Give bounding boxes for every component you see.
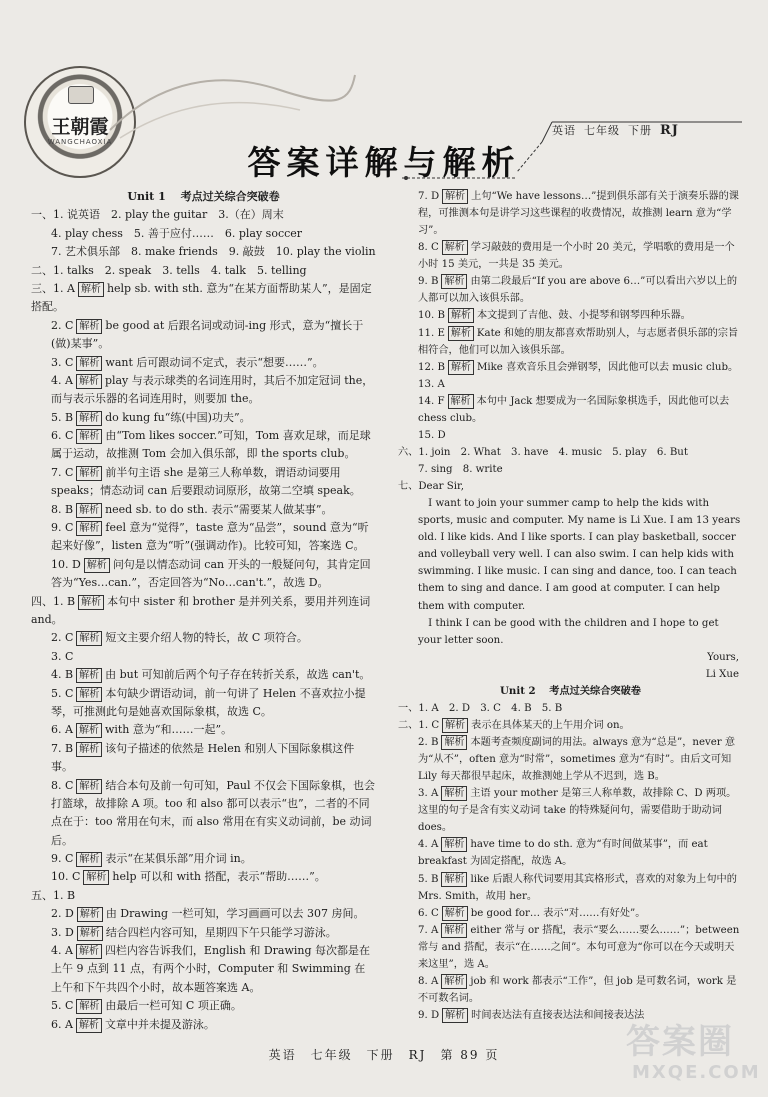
answer-key: 一、1. A 2. D 3. C 4. B 5. B [398,702,563,714]
analysis-text: 由“Tom likes soccer.”可知，Tom 喜欢足球，而足球属于运动，故推测 Tom 会加入俱乐部，即 the sports club。 [51,429,371,461]
analysis-text: 问句是以情态动词 can 开头的一般疑问句，其肯定回答为“Yes…can.”，否定回答为“No…can't.”，故选 D。 [51,557,371,590]
answer-key: 15. D [418,429,446,441]
analysis-tag: 解析 [448,308,474,323]
analysis-text: need sb. to do sth. 表示“需要某人做某事”。 [105,502,333,516]
answer-line [398,444,743,461]
answer-line [398,683,743,700]
watermark [626,1022,766,1094]
answer-line [31,409,376,427]
answer-key: 7. D [418,191,440,202]
analysis-text: 本句中 sister 和 brother 是并列关系，要用并列连词 and。 [31,594,371,626]
answer-line [31,777,376,851]
analysis-tag: 解析 [76,779,102,794]
answer-line [398,871,743,905]
page-title: 答案详解与解析 [247,143,521,182]
analysis-tag: 解析 [76,356,102,371]
answer-key: Li Xue [705,668,739,680]
answer-key: I want to join your summer camp to help the kids with sports, music and computer. My name is Li Xue. I am 13 years old. I like kids. And I like sports. I can play basketball, soccer and volleyball very well. I can also swim. I can help kids with swimming. I like music. I can sing and dance, too. I can teach them to sing and dance. I am good at computer. I can help them with computer. [418,498,741,612]
answer-key: 8. C [51,778,74,792]
answer-line [31,372,376,409]
answer-line [31,464,376,501]
analysis-tag: 解析 [441,837,467,852]
answer-key: 二、1. C [398,719,440,731]
logo-subtext: WANGCHAOXIA [47,138,113,146]
analysis-text: 时间表达法有直接表达法和间接表达法 [471,1010,645,1021]
answer-key: I think I can be good with the children and I hope to get your letter soon. [418,617,719,646]
answer-line [398,393,743,427]
answer-line [31,648,376,666]
answer-key: 二、1. talks 2. speak 3. tells 4. talk 5. telling [31,263,307,277]
analysis-text: help sb. with sth. 意为“在某方面帮助某人”，是固定搭配。 [31,281,372,314]
answer-line [31,942,376,997]
analysis-tag: 解析 [448,394,474,409]
answer-key: 3. C [51,649,74,663]
answer-line [398,734,743,785]
answer-line [31,629,376,647]
analysis-tag: 解析 [76,319,102,334]
analysis-text: either 常与 or 搭配，表示“要么……要么……”；between 常与 and 搭配，表示“在……之间”。本句可意为“你可以在今天或明天来这里”，选 A。 [418,924,740,970]
grade-name: 七年级 [584,124,620,137]
analysis-tag: 解析 [78,595,104,610]
answer-key: 6. C [418,907,439,919]
answer-key: 2. C [51,631,74,645]
analysis-tag: 解析 [77,926,103,941]
analysis-tag: 解析 [76,503,102,518]
analysis-tag: 解析 [441,274,467,289]
answer-key: 2. B [418,737,439,748]
analysis-tag: 解析 [448,326,474,341]
answer-key: 4. A [418,839,439,851]
right-column [398,188,743,1024]
answer-key: 8. B [51,502,74,516]
answer-key: 三、1. A [31,281,75,295]
answer-line [398,905,743,922]
analysis-text: be good for… 表示“对……有好处”。 [470,907,646,919]
answer-line [31,868,376,886]
analysis-text: 上句“We have lessons…”提到俱乐部有关于演奏乐器的课程，可推测本句是讲学习这些课程的收费情况，故推测 learn 意为“学习”。 [418,191,739,237]
answer-key: 6. C [51,429,74,443]
answer-key: Unit 1 考点过关综合突破卷 [127,190,280,203]
subject-name: 英语 [552,124,576,137]
answer-line [31,685,376,722]
answer-key: 七、Dear Sir, [398,481,464,493]
answer-key: 9. D [418,1010,440,1021]
answer-key: 5. C [51,686,74,700]
answer-key: 7. 艺术俱乐部 8. make friends 9. 敲鼓 10. play the violin [51,245,376,259]
answer-key: 10. B [418,310,445,322]
answer-line [31,740,376,777]
edition-name: RJ [660,122,679,138]
analysis-text: 本句缺少谓语动词，前一句讲了 Helen 不喜欢拉小提琴，可推测此句是她喜欢国际象棋，故选 C。 [51,686,366,718]
analysis-text: job 和 work 都表示“工作”，但 job 是可数名词，work 是不可数名词。 [418,975,737,1004]
answer-line [398,478,743,495]
analysis-text: 学习敲鼓的费用是一个小时 20 美元，学唱歌的费用是一个小时 15 美元，一共是 35 美元。 [418,242,735,271]
answer-line [31,280,376,317]
answer-key: 8. C [418,242,439,254]
answer-line [398,922,743,973]
analysis-tag: 解析 [441,735,467,750]
analysis-tag: 解析 [76,687,102,702]
analysis-text: want 后可跟动词不定式，表示“想要……”。 [105,355,324,369]
answer-line [398,239,743,273]
answer-line [31,1016,376,1034]
answer-line [398,376,743,393]
analysis-tag: 解析 [442,906,468,921]
answer-key: 13. A [418,378,445,390]
analysis-text: do kung fu“练(中国)功夫”。 [105,410,251,424]
analysis-text: play 与表示球类的名词连用时，其后不加定冠词 the，而与表示乐器的名词连用时，则要加 the。 [51,373,374,406]
analysis-tag: 解析 [76,852,102,867]
answer-line [31,427,376,464]
analysis-tag: 解析 [76,466,102,481]
analysis-text: 本句中 Jack 想要成为一名国际象棋选手，因此他可以去 chess club。 [418,395,730,424]
answer-line [398,273,743,307]
answer-key: 9. B [418,276,439,288]
analysis-text: 由最后一栏可知 C 项正确。 [105,999,242,1013]
answer-key: Yours, [707,651,739,663]
analysis-text: help 可以和 with 搭配，表示“帮助……”。 [112,870,326,884]
answer-line [31,262,376,280]
analysis-text: 本文提到了吉他、鼓、小提琴和钢琴四种乐器。 [476,310,691,322]
answer-key: 5. C [51,999,74,1013]
answer-line [398,785,743,836]
answer-line [31,317,376,354]
answer-line [398,188,743,239]
analysis-tag: 解析 [442,718,468,733]
analysis-tag: 解析 [441,923,467,938]
analysis-text: 主语 your mother 是第三人称单数，故排除 C、D 两项。这里的句子是含有实义动词 take 的特殊疑问句，需要借助于助动词 does。 [418,788,737,834]
answer-key: 4. A [51,373,73,387]
analysis-text: be good at 后跟名词或动词-ing 形式，意为“擅长于(做)某事”。 [51,318,364,351]
analysis-tag: 解析 [76,1018,102,1033]
left-column [31,188,376,1034]
answer-key: 7. sing 8. write [418,464,503,475]
analysis-text: 由 Drawing 一栏可知，学习画画可以去 307 房间。 [105,907,365,921]
analysis-tag: 解析 [83,870,109,885]
answer-key: 一、1. 说英语 2. play the guitar 3.（在）周末 [31,208,284,222]
answer-line [31,188,376,206]
answer-key: 10. C [51,870,81,884]
answer-key: 6. A [51,723,73,737]
analysis-text: have time to do sth. 意为“有时间做某事”，而 eat breakfast 为固定搭配，故选 A。 [418,839,708,868]
analysis-text: 文章中并未提及游泳。 [104,1017,215,1031]
analysis-tag: 解析 [76,429,102,444]
analysis-text: 结合四栏内容可知，星期四下午只能学习游泳。 [105,925,337,939]
analysis-tag: 解析 [76,999,102,1014]
analysis-text: 由第二段最后“If you are above 6…”可以看出六岁以上的人都可以加入该俱乐部。 [418,276,738,305]
analysis-tag: 解析 [76,944,102,959]
crown-icon [68,86,94,104]
answer-key: 3. A [418,788,439,800]
answer-line [398,615,743,649]
answer-key: 五、1. B [31,888,76,902]
answer-key: 4. play chess 5. 善于应付…… 6. play soccer [51,226,303,240]
answer-key: 3. C [51,355,74,369]
watermark-en: MXQE.COM [632,1062,761,1083]
analysis-text: Mike 喜欢音乐且会弹钢琴，因此他可以去 music club。 [476,361,739,373]
analysis-tag: 解析 [76,742,102,757]
analysis-text: 四栏内容告诉我们，English 和 Drawing 每次都是在上午 9 点到 11 点，有两个小时，Computer 和 Swimming 在上午和下午共四个小时，故本题答案选 A。 [51,944,371,994]
answer-key: 6. A [51,1017,73,1031]
answer-key: 11. E [418,327,445,339]
answer-line [31,243,376,261]
analysis-text: like 后跟人称代词要用其宾格形式，喜欢的对象为上句中的 Mrs. Smith，故用 her。 [418,873,737,902]
answer-line [31,354,376,372]
analysis-tag: 解析 [76,631,102,646]
analysis-tag: 解析 [78,282,104,297]
analysis-tag: 解析 [77,907,103,922]
answer-key: 10. D [51,557,81,571]
analysis-text: Kate 和她的朋友都喜欢帮助别人，与志愿者俱乐部的宗旨相符合，他们可以加入该俱乐部。 [418,327,739,356]
analysis-text: 表示在具体某天的上午用介词 on。 [471,719,630,731]
analysis-text: 该句子描述的依然是 Helen 和别人下国际象棋这件事。 [51,741,355,774]
answer-key: 2. C [51,318,74,332]
answer-key: 5. B [51,410,74,424]
answer-line [31,887,376,905]
answer-line [31,519,376,556]
answer-line [31,721,376,739]
answer-line [398,307,743,324]
analysis-tag: 解析 [76,374,102,389]
watermark-cn: 答案圈 [626,1022,734,1062]
analysis-text: feel 意为“觉得”，taste 意为“品尝”，sound 意为“听起来好像”，listen 意为“听”(强调动作)。比较可知，答案选 C。 [51,521,369,553]
answer-line [398,359,743,376]
page-footer: 英语 七年级 下册 RJ 第 89 页 [268,1048,500,1062]
answer-key: 四、1. B [31,594,76,608]
answer-key: 14. F [418,395,445,407]
analysis-tag: 解析 [442,240,468,255]
analysis-tag: 解析 [76,411,102,426]
answer-key: 8. A [418,975,439,987]
answer-key: 7. B [51,741,74,755]
analysis-tag: 解析 [442,1008,468,1023]
analysis-text: 前半句主语 she 是第三人称单数，谓语动词要用 speaks；情态动词 can 后要跟动词原形，故第二空填 speak。 [51,465,361,498]
analysis-tag: 解析 [441,786,467,801]
analysis-tag: 解析 [441,974,467,989]
analysis-text: with 意为“和……一起”。 [104,723,233,737]
answer-line [398,495,743,614]
answer-line [31,556,376,593]
answer-line [398,836,743,870]
answer-line [31,225,376,243]
analysis-text: 结合本句及前一句可知，Paul 不仅会下国际象棋，也会打篮球，故排除 A 项。too 和 also 都可以表示“也”，二者的不同点在于：too 常用在句末，而 also 常用在有实义动词前，be 动词后。 [51,778,375,847]
answer-line [398,649,743,666]
answer-key: 5. B [418,873,439,885]
answer-key: 12. B [418,361,445,373]
answer-key: 2. D [51,907,74,921]
analysis-tag: 解析 [76,723,102,738]
analysis-text: 短文主要介绍人物的特长，故 C 项符合。 [105,631,308,645]
answer-key: 4. A [51,944,73,958]
analysis-tag: 解析 [448,360,474,375]
analysis-text: 本题考查频度副词的用法。always 意为“总是”，never 意为“从不”，often 意为“时常”，sometimes 意为“有时”。由后文可知 Lily 每天都很早起床，故推测她上学从不迟到，选 B。 [418,737,736,783]
answer-line [31,924,376,942]
answer-key: 9. C [51,852,74,866]
term-name: 下册 [628,124,652,137]
answer-key: 3. D [51,925,74,939]
analysis-text: 表示“在某俱乐部”用介词 in。 [105,852,252,866]
answer-line [31,997,376,1015]
answer-line [31,850,376,868]
answer-key: 7. C [51,465,74,479]
analysis-text: 由 but 可知前后两个句子存在转折关系，故选 can't。 [105,668,371,682]
answer-key: 4. B [51,668,74,682]
answer-key: 7. A [418,924,439,936]
answer-line [398,717,743,734]
analysis-tag: 解析 [76,521,102,536]
analysis-tag: 解析 [442,189,468,204]
answer-line [31,501,376,519]
answer-line [398,666,743,683]
answer-line [398,973,743,1007]
answer-line [31,905,376,923]
answer-line [398,427,743,444]
answer-line [31,206,376,224]
answer-key: 9. C [51,521,74,535]
answer-line [398,700,743,717]
answer-line [398,461,743,478]
logo-text: 王朝霞 [51,116,109,138]
answer-line [398,325,743,359]
analysis-tag: 解析 [76,668,102,683]
answer-key: 六、1. join 2. What 3. have 4. music 5. play 6. But [398,446,688,458]
answer-line [31,593,376,630]
answer-key: Unit 2 考点过关综合突破卷 [500,684,641,697]
analysis-tag: 解析 [441,872,467,887]
analysis-tag: 解析 [84,558,110,573]
answer-line [31,666,376,684]
